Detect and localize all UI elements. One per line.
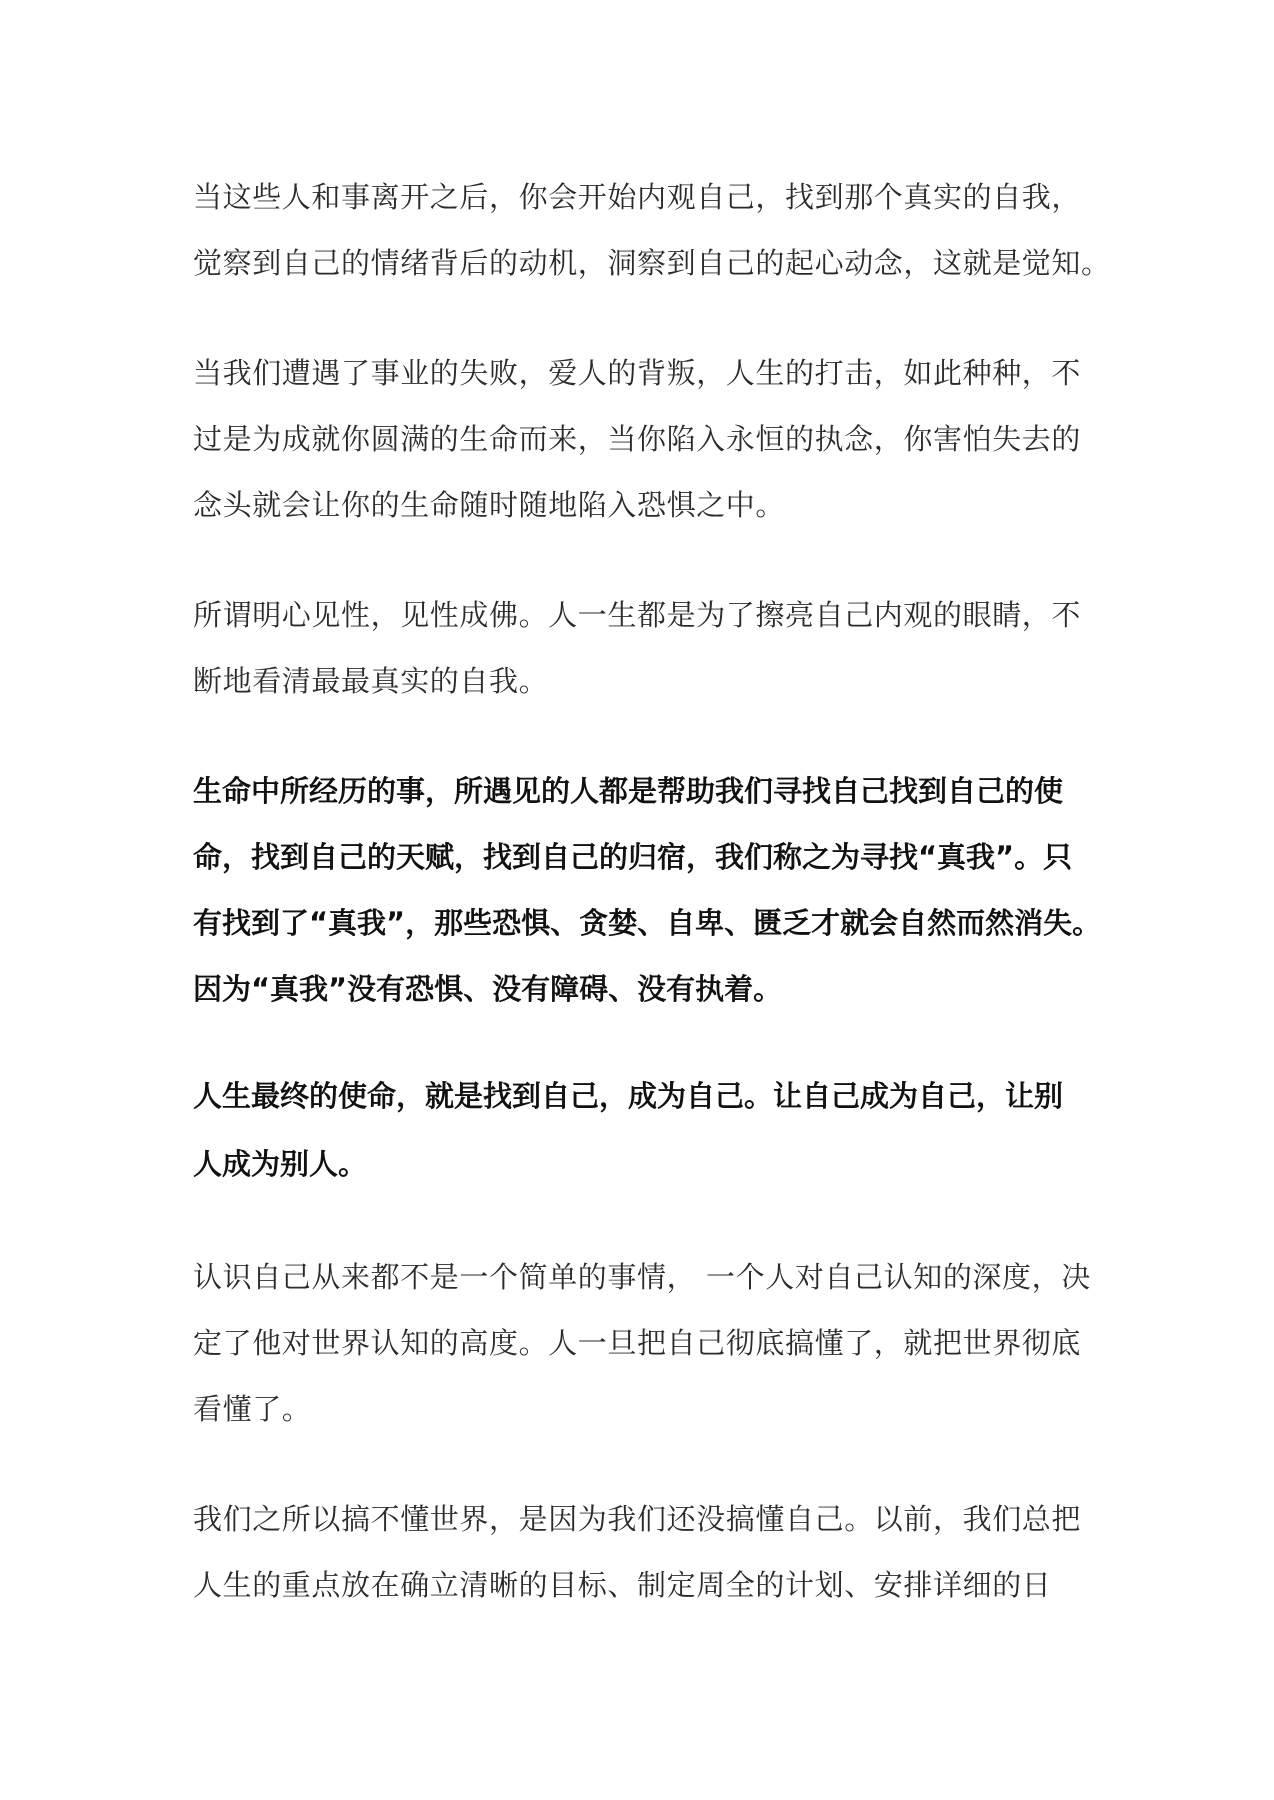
text-line: 当我们遭遇了事业的失败，爱人的背叛，人生的打击，如此种种，不: [193, 356, 1082, 390]
text-line: 我们之所以搞不懂世界，是因为我们还没搞懂自己。以前，我们总把: [193, 1502, 1082, 1536]
bold-text-line: 人生最终的使命，就是找到自己，成为自己。让自己成为自己，让别: [193, 1079, 1064, 1113]
text-line: 过是为成就你圆满的生命而来，当你陷入永恒的执念，你害怕失去的: [193, 422, 1082, 456]
bold-text-line: 生命中所经历的事，所遇见的人都是帮助我们寻找自己找到自己的使: [193, 774, 1064, 808]
text-line: 念头就会让你的生命随时随地陷入恐惧之中。: [193, 488, 786, 522]
bold-text-line: 人成为别人。: [193, 1147, 368, 1181]
text-line: 定了他对世界认知的高度。人一旦把自己彻底搞懂了，就把世界彻底: [193, 1326, 1082, 1360]
bold-text-line: 命，找到自己的天赋，找到自己的归宿，我们称之为寻找“真我”。只: [193, 840, 1073, 874]
bold-text-line: 有找到了“真我”，那些恐惧、贪婪、自卑、匮乏才就会自然而然消失。: [193, 906, 1102, 940]
text-line: 所谓明心见性，见性成佛。人一生都是为了擦亮自己内观的眼睛，不: [193, 598, 1082, 632]
text-line: 当这些人和事离开之后，你会开始内观自己，找到那个真实的自我，: [193, 180, 1082, 214]
text-line: 认识自己从来都不是一个简单的事情， 一个人对自己认知的深度，决: [193, 1260, 1091, 1294]
text-line: 人生的重点放在确立清晰的目标、制定周全的计划、安排详细的日: [193, 1568, 1052, 1602]
bold-text-line: 因为“真我”没有恐惧、没有障碍、没有执着。: [193, 972, 783, 1006]
text-line: 断地看清最最真实的自我。: [193, 664, 549, 698]
text-line: 觉察到自己的情绪背后的动机，洞察到自己的起心动念，这就是觉知。: [193, 246, 1111, 280]
text-line: 看懂了。: [193, 1392, 312, 1426]
